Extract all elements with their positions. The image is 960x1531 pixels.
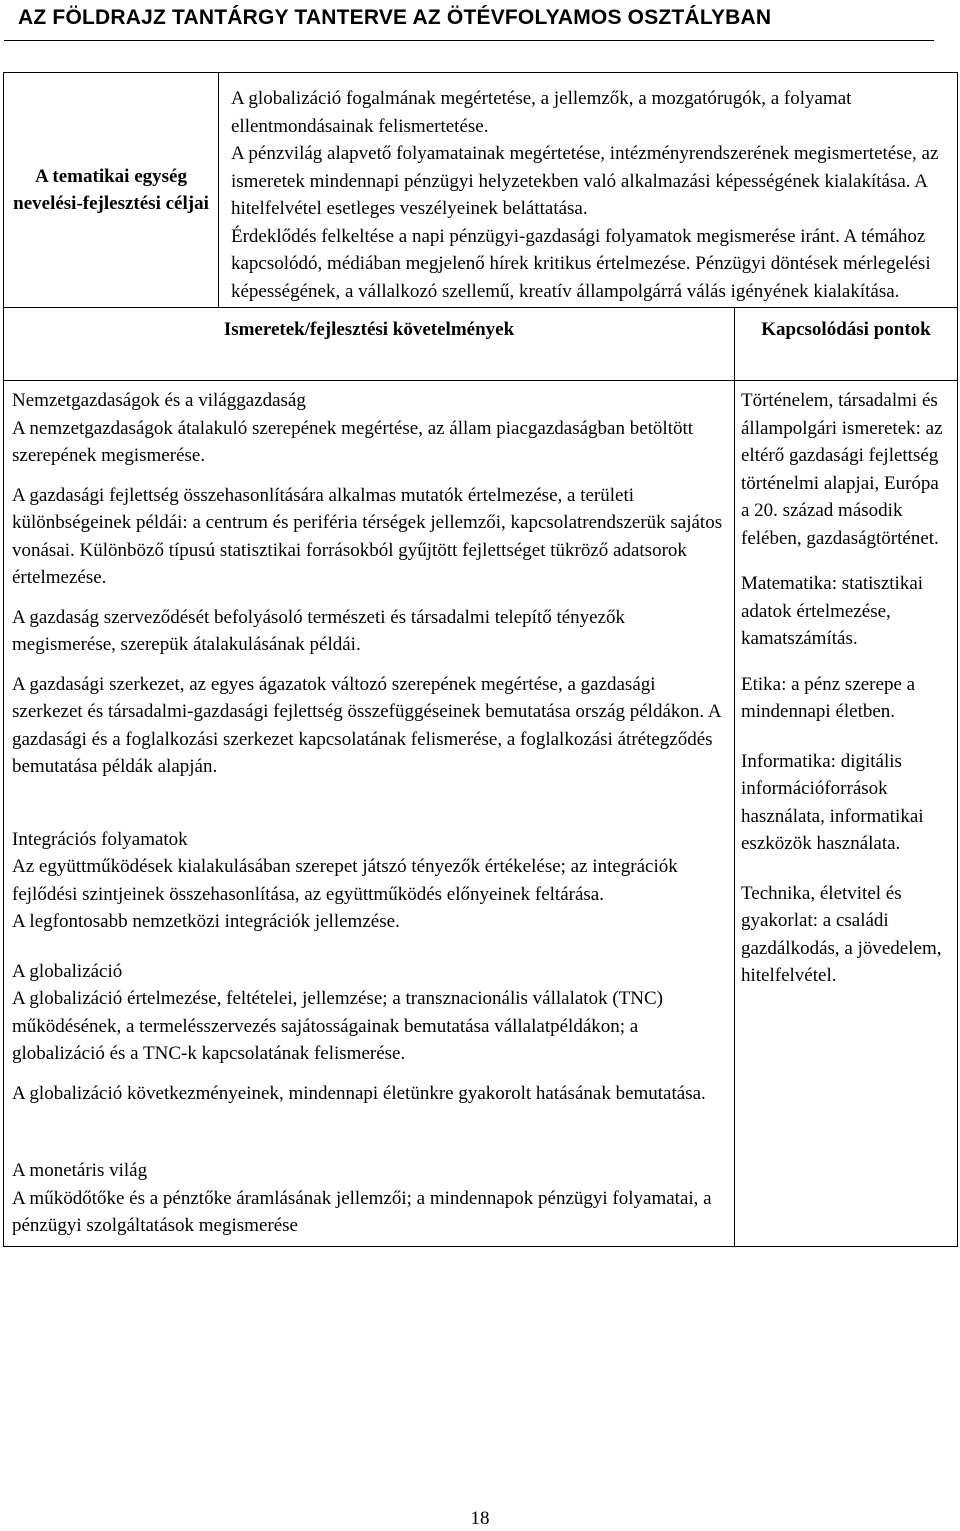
header-divider — [4, 40, 934, 41]
goal-line-2: A pénzvilág alapvető folyamatainak megértetése, intézményrendszerének megismertetése, az ismeretek mindennapi pénzügyi helyzetekben való alkalmazási képességének kialakítása. A hitelfelvétel esetleges veszélyeinek beláttatása. — [231, 143, 939, 219]
page-number: 18 — [470, 1508, 490, 1529]
link-note: Matematika: statisztikai adatok értelmezése, kamatszámítás. — [741, 573, 924, 649]
link-note: Etika: a pénz szerepe a mindennapi életben. — [741, 673, 916, 722]
link-note: Informatika: digitális információforrások használata, informatikai eszközök használata. — [741, 750, 924, 854]
paragraph: A gazdasági szerkezet, az egyes ágazatok változó szerepének megértése, a gazdasági szerkezet és társadalmi-gazdasági fejlettség összefüggéseinek bemutatása ország példákon. A gazdasági és a foglalkozási szerkezet kapcsolatának felismerése, a foglalkozási átrétegződés bemutatása példák alapján. — [12, 673, 721, 777]
paragraph: A működőtőke és a pénztőke áramlásának jellemzői; a mindennapok pénzügyi folyamatai, a pénzügyi szolgáltatások megismerése — [12, 1187, 712, 1236]
column-header-main: Ismeretek/fejlesztési követelmények — [4, 308, 735, 381]
goal-line-3: Érdeklődés felkeltése a napi pénzügyi-gazdasági folyamatok megismerése iránt. A témához kapcsolódó, médiában megjelenő hírek kritikus értelmezése. Pénzügyi döntések mérlegelési képességének, a vállalkozó szellemű, kreatív állampolgárrá válás igényének kialakítása. — [231, 225, 931, 302]
paragraph: A gazdaság szerveződését befolyásoló természeti és társadalmi telepítő tényezők megismerése, szerepük átalakulásának példái. — [12, 606, 626, 655]
section-title: Integrációs folyamatok — [12, 828, 188, 850]
goal-line-1: A globalizáció fogalmának megértetése, a jellemzők, a mozgatórugók, a folyamat ellentmondásainak felismertetése. — [231, 88, 852, 137]
section-title: Nemzetgazdaságok és a világgazdaság — [12, 390, 306, 411]
paragraph: A legfontosabb nemzetközi integrációk jellemzése. — [12, 911, 400, 932]
page-header-title: AZ FÖLDRAJZ TANTÁRGY TANTERVE AZ ÖTÉVFOLYAMOS OSZTÁLYBAN — [18, 6, 772, 29]
paragraph: Az együttműködések kialakulásában szerepet játszó tényezők értékelése; az integrációk fejlődési szintjeinek összehasonlítása, az együttműködés előnyeinek feltárása. — [12, 856, 678, 905]
column-header-side: Kapcsolódási pontok — [735, 308, 958, 381]
links-cell — [735, 381, 958, 1247]
goals-label: A tematikai egység nevelési-fejlesztési céljai — [4, 73, 219, 308]
requirements-cell — [4, 381, 735, 1247]
section-title: A monetáris világ — [12, 1160, 148, 1181]
column-header-row — [4, 308, 958, 381]
link-note: Technika, életvitel és gyakorlat: a családi gazdálkodás, a jövedelem, hitelfelvétel. — [741, 882, 942, 986]
paragraph: A gazdasági fejlettség összehasonlítására alkalmas mutatók értelmezése, a területi különbségeinek példái: a centrum és periféria térségek jellemzői, kapcsolatrendszerük sajátos vonásai. Különböző típusú statisztikai forrásokból gyűjtött fejlettséget tükröző adatsorok értelmezése. — [12, 484, 723, 588]
section-title: A globalizáció — [12, 960, 123, 982]
paragraph: A nemzetgazdaságok átalakuló szerepének megértése, az állam piacgazdaságban betöltött szerepének megismerése. — [12, 417, 694, 466]
link-note: Történelem, társadalmi és állampolgári ismeretek: az eltérő gazdasági fejlettség történelmi alapjai, Európa a 20. század második felében, gazdaságtörténet. — [741, 390, 943, 549]
curriculum-table — [3, 72, 958, 1247]
content-row — [4, 381, 958, 1247]
paragraph: A globalizáció értelmezése, feltételei, jellemzése; a transznacionális vállalatok (TNC) működésének, a termelésszervezés sajátosságainak bemutatása vállalatpéldákon; a globalizáció és a TNC-k kapcsolatának felismerése. — [12, 988, 663, 1064]
goals-row — [4, 73, 958, 308]
paragraph: A globalizáció következményeinek, mindennapi életünkre gyakorolt hatásának bemutatása. — [12, 1082, 706, 1104]
goals-text — [219, 73, 958, 308]
